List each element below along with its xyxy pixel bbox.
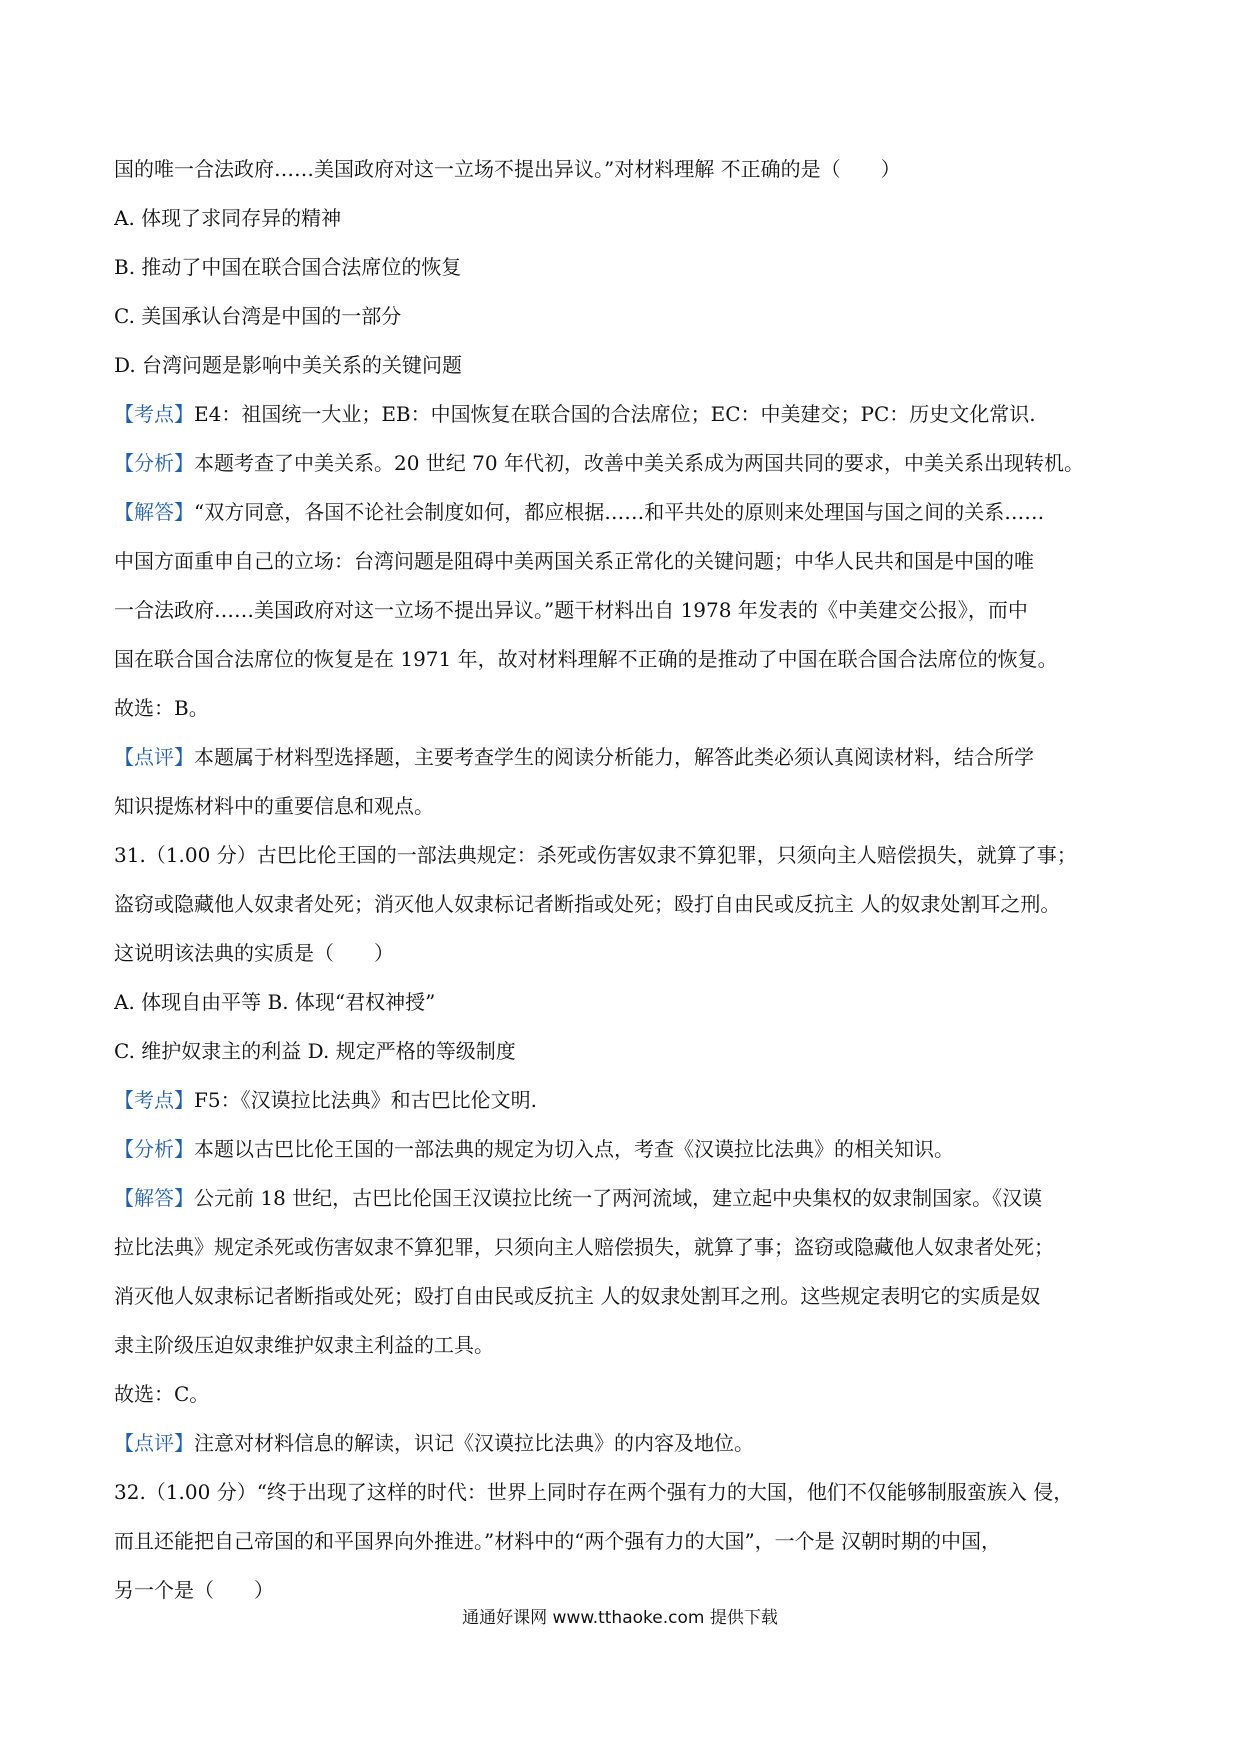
line-text: 本题考查了中美关系。20 世纪 70 年代初，改善中美关系成为两国共同的要求，中美关系出现转机。 xyxy=(194,451,1084,475)
text-line xyxy=(114,742,1130,772)
line-text: B. 推动了中国在联合国合法席位的恢复 xyxy=(114,255,462,279)
text-line xyxy=(114,1085,1130,1115)
text-line xyxy=(114,1379,1130,1409)
text-line xyxy=(114,1281,1130,1311)
text-line xyxy=(114,1526,1130,1556)
line-text: 这说明该法典的实质是（ ） xyxy=(114,941,394,965)
text-line xyxy=(114,252,1130,282)
line-text: 消灭他人奴隶标记者断指或处死；殴打自由民或反抗主 人的奴隶处割耳之刑。这些规定表明它的实质是奴 xyxy=(114,1284,1041,1308)
text-line xyxy=(114,840,1130,870)
line-text: C. 美国承认台湾是中国的一部分 xyxy=(114,304,402,328)
line-text: 盗窃或隐藏他人奴隶者处死；消灭他人奴隶标记者断指或处死；殴打自由民或反抗主 人的奴隶处割耳之刑。 xyxy=(114,892,1061,916)
text-line xyxy=(114,546,1130,576)
text-line xyxy=(114,1575,1130,1605)
line-text: 本题属于材料型选择题，主要考查学生的阅读分析能力，解答此类必须认真阅读材料，结合所学 xyxy=(194,745,1034,769)
line-text: 公元前 18 世纪，古巴比伦国王汉谟拉比统一了两河流域，建立起中央集权的奴隶制国家。《汉谟 xyxy=(194,1186,1043,1210)
text-line xyxy=(114,154,1130,184)
text-line xyxy=(114,1428,1130,1458)
text-line xyxy=(114,595,1130,625)
text-line xyxy=(114,987,1130,1017)
line-text: E4：祖国统一大业；EB：中国恢复在联合国的合法席位；EC：中美建交；PC：历史文化常识. xyxy=(194,402,1036,426)
section-tag: 【点评】 xyxy=(114,745,194,769)
line-text: D. 台湾问题是影响中美关系的关键问题 xyxy=(114,353,463,377)
line-text: 31.（1.00 分）古巴比伦王国的一部法典规定：杀死或伤害奴隶不算犯罪，只须向主人赔偿损失，就算了事； xyxy=(114,843,1077,867)
line-text: 故选：C。 xyxy=(114,1382,210,1406)
line-text: 而且还能把自己帝国的和平国界向外推进。”材料中的“两个强有力的大国”，一个是 汉朝时期的中国， xyxy=(114,1529,1002,1553)
line-text: 国在联合国合法席位的恢复是在 1971 年，故对材料理解不正确的是推动了中国在联合国合法席位的恢复。 xyxy=(114,647,1058,671)
section-tag: 【分析】 xyxy=(114,1137,194,1161)
document-body xyxy=(114,154,1130,1605)
section-tag: 【考点】 xyxy=(114,402,194,426)
line-text: 中国方面重申自己的立场：台湾问题是阻碍中美两国关系正常化的关键问题；中华人民共和国是中国的唯 xyxy=(114,549,1034,573)
text-line xyxy=(114,644,1130,674)
line-text: 国的唯一合法政府……美国政府对这一立场不提出异议。”对材料理解 不正确的是（ ） xyxy=(114,157,901,181)
line-text: A. 体现了求同存异的精神 xyxy=(114,206,342,230)
text-line xyxy=(114,889,1130,919)
line-text: 知识提炼材料中的重要信息和观点。 xyxy=(114,794,434,818)
line-text: 32.（1.00 分）“终于出现了这样的时代：世界上同时存在两个强有力的大国，他们不仅能够制服蛮族入 侵， xyxy=(114,1480,1074,1504)
text-line xyxy=(114,301,1130,331)
section-tag: 【考点】 xyxy=(114,1088,194,1112)
line-text: 注意对材料信息的解读，识记《汉谟拉比法典》的内容及地位。 xyxy=(194,1431,754,1455)
line-text: “双方同意，各国不论社会制度如何，都应根据……和平共处的原则来处理国与国之间的关系…… xyxy=(194,500,1045,524)
text-line xyxy=(114,1183,1130,1213)
text-line xyxy=(114,1330,1130,1360)
line-text: 拉比法典》规定杀死或伤害奴隶不算犯罪，只须向主人赔偿损失，就算了事；盗窃或隐藏他人奴隶者处死； xyxy=(114,1235,1054,1259)
line-text: C. 维护奴隶主的利益 D. 规定严格的等级制度 xyxy=(114,1039,516,1063)
line-text: 本题以古巴比伦王国的一部法典的规定为切入点，考查《汉谟拉比法典》的相关知识。 xyxy=(194,1137,954,1161)
text-line xyxy=(114,1036,1130,1066)
text-line xyxy=(114,938,1130,968)
section-tag: 【分析】 xyxy=(114,451,194,475)
text-line xyxy=(114,1134,1130,1164)
text-line xyxy=(114,350,1130,380)
line-text: 另一个是（ ） xyxy=(114,1578,274,1602)
text-line xyxy=(114,791,1130,821)
line-text: 隶主阶级压迫奴隶维护奴隶主利益的工具。 xyxy=(114,1333,494,1357)
text-line xyxy=(114,693,1130,723)
section-tag: 【解答】 xyxy=(114,1186,194,1210)
text-line xyxy=(114,203,1130,233)
page-footer: 通通好课网 www.tthaoke.com 提供下载 xyxy=(462,1608,778,1628)
text-line xyxy=(114,497,1130,527)
text-line xyxy=(114,399,1130,429)
line-text: 故选：B。 xyxy=(114,696,209,720)
section-tag: 【点评】 xyxy=(114,1431,194,1455)
line-text: A. 体现自由平等 B. 体现“君权神授” xyxy=(114,990,436,1014)
line-text: 一合法政府……美国政府对这一立场不提出异议。”题干材料出自 1978 年发表的《中美建交公报》，而中 xyxy=(114,598,1028,622)
line-text: F5：《汉谟拉比法典》和古巴比伦文明. xyxy=(194,1088,537,1112)
text-line xyxy=(114,1477,1130,1507)
text-line xyxy=(114,448,1130,478)
section-tag: 【解答】 xyxy=(114,500,194,524)
text-line xyxy=(114,1232,1130,1262)
